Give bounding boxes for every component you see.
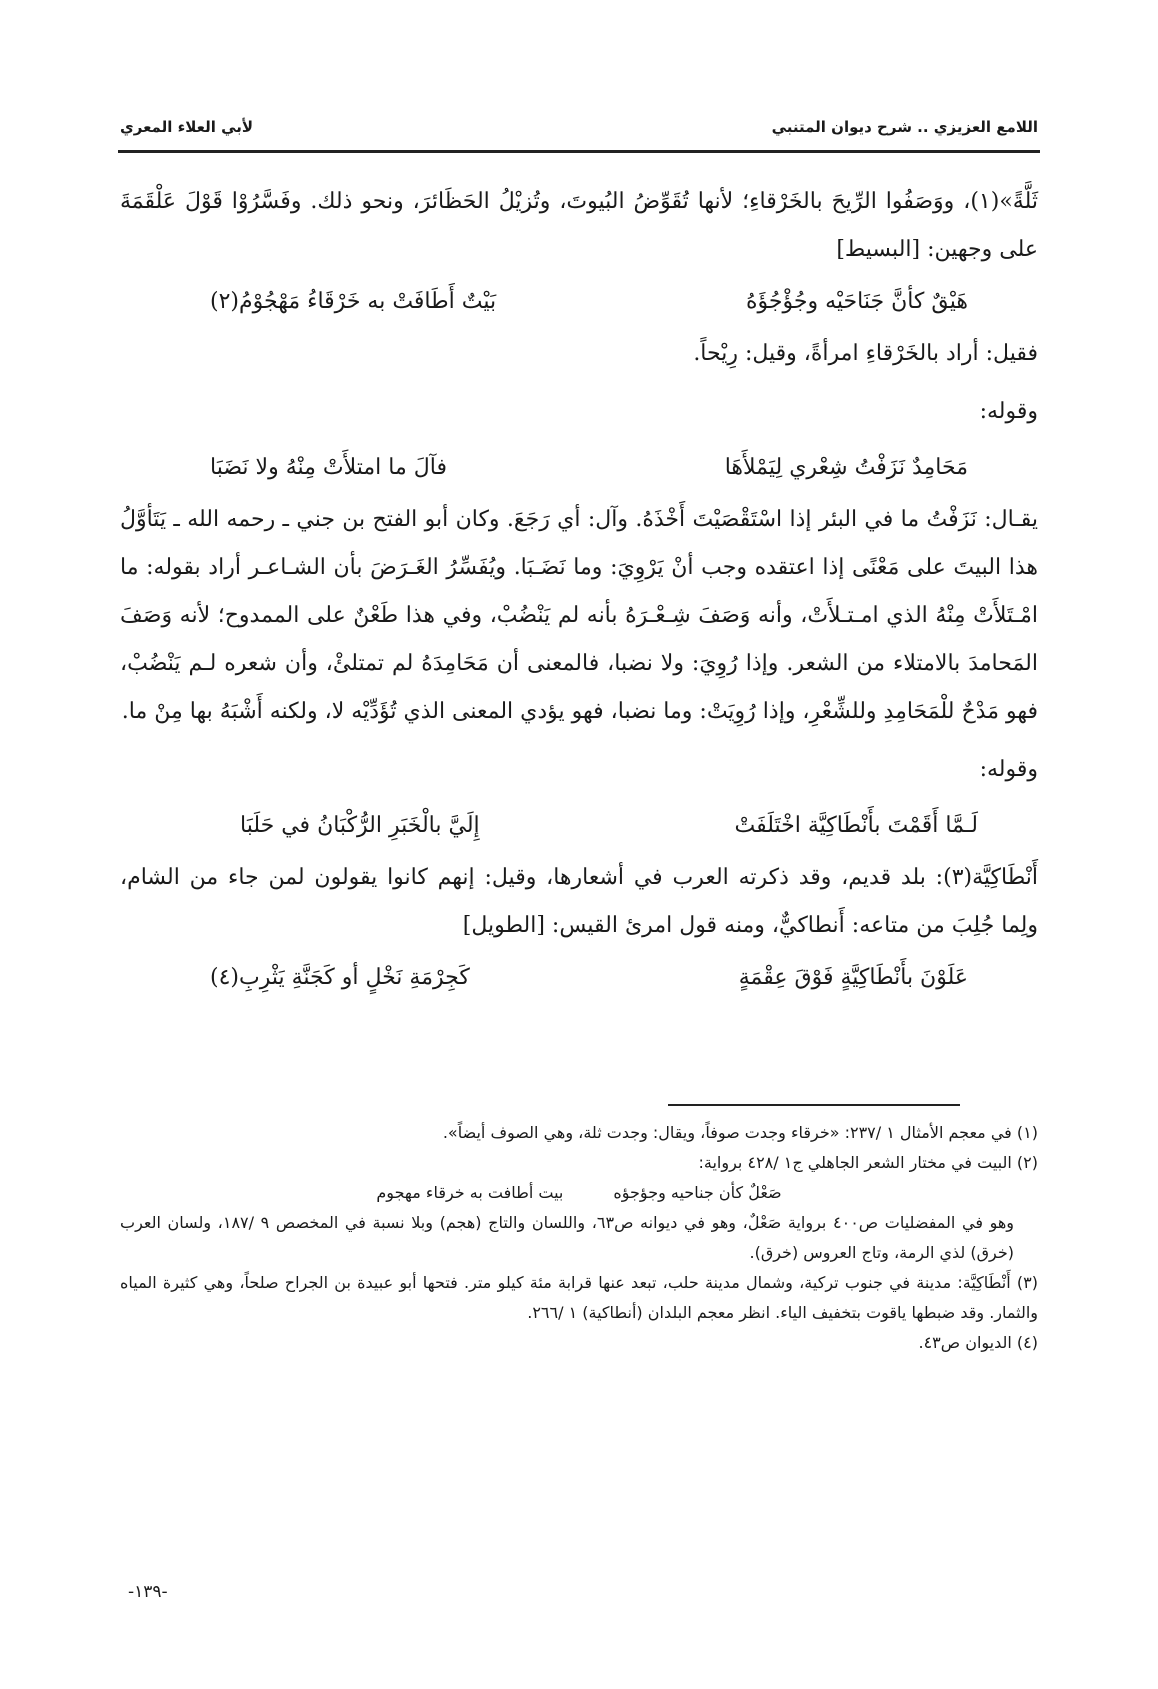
verse-line-1	[120, 274, 1038, 330]
main-text	[120, 178, 1038, 1006]
paragraph-2: فقيل: أراد بالخَرْقاءِ امرأةً، وقيل: رِيْحاً.	[693, 341, 1038, 366]
running-header	[120, 112, 1038, 142]
verse-line-3	[120, 798, 1038, 854]
footnote-2-verse	[120, 1178, 1038, 1208]
footnote-3: (٣) أَنْطَاكِيَّة: مدينة في جنوب تركية، وشمال مدينة حلب، تبعد عنها قرابة مئة كيلو متر. فتحها أبو عبيدة بن الجراح صلحاً، وهي كثيرة المياه والثمار. وقد ضبطها ياقوت بتخفيف الياء. انظر معجم البلدان (أنطاكية) ١ /٢٦٦.	[120, 1273, 1038, 1322]
verse-1-second-hemistich: بَيْتٌ أَطَافَتْ به خَرْقَاءُ مَهْجُوْمُ(٢)	[210, 289, 497, 314]
header-author: لأبي العلاء المعري	[120, 118, 254, 136]
footnote-4: (٤) الديوان ص٤٣.	[918, 1333, 1038, 1352]
verse-line-2	[120, 440, 1038, 496]
verse-2-second-hemistich: فآلَ ما امتلأَتْ مِنْهُ ولا نَضَبَا	[210, 455, 447, 480]
header-divider	[118, 150, 1040, 153]
header-book-title: اللامع العزيزي .. شرح ديوان المتنبي	[771, 118, 1038, 136]
paragraph-1: ثَلَّةً»(١)، ووَصَفُوا الرِّيحَ بالخَرْقاءِ؛ لأنها تُقَوِّضُ البُيوتَ، وتُزيْلُ الحَظَائرَ، ونحو ذلك. وفَسَّرُوْا قَوْلَ عَلْقَمَةَ على وجهين: [البسيط]	[120, 189, 1038, 262]
footnotes	[120, 1118, 1038, 1358]
footnote-1: (١) في معجم الأمثال ١ /٢٣٧: «خرقاء وجدت صوفاً، ويقال: وجدت ثلة، وهي الصوف أيضاً».	[442, 1123, 1038, 1142]
footnote-2: (٢) البيت في مختار الشعر الجاهلي ج١ /٤٢٨ برواية:	[698, 1153, 1038, 1172]
verse-3-first-hemistich: لَـمَّا أَقَمْتَ بأَنْطَاكِيَّة اخْتَلَفَتْ	[734, 813, 978, 838]
verse-1-first-hemistich: هَيْقٌ كأنَّ جَنَاحَيْه وجُؤْجُؤَهُ	[746, 289, 968, 314]
footnote-2-verse-second: بيت أطافت به خرقاء مهجوم	[376, 1183, 564, 1202]
verse-3-second-hemistich: إِلَيَّ بالْخَبَرِ الرُّكْبَانُ في حَلَبَا	[240, 813, 480, 838]
verse-line-4	[120, 950, 1038, 1006]
paragraph-4: أَنْطَاكِيَّة(٣): بلد قديم، وقد ذكرته العرب في أشعارها، وقيل: إنهم كانوا يقولون لمن جاء من الشام، ولِما جُلِبَ من متاعه: أَنطاكيٌّ، ومنه قول امرئ القيس: [الطويل]	[120, 865, 1038, 938]
page-number: -١٣٩-	[128, 1582, 168, 1602]
quote-label-1: وقوله:	[979, 399, 1038, 424]
footnote-divider	[668, 1104, 960, 1106]
paragraph-3: يقـال: نَزَفْتُ ما في البئر إذا اسْتَقْصَيْتَ أَخْذَهُ. وآل: أي رَجَعَ. وكان أبو الفتح بن جني ـ رحمه الله ـ يَتَأوَّلُ هذا البيتَ على مَعْنًى إذا اعتقده وجب أنْ يَرْوِيَ: وما نَضَـبَا. ويُفَسِّرُ الغَـرَضَ بأن الشـاعـر أراد بقوله: ما امْـتَلأَتْ مِنْهُ الذي امـتـلأَتْ، وأنه وَصَفَ شِـعْـرَهُ بأنه لم يَنْضُبْ، وفي هذا طَعْنٌ على الممدوح؛ لأنه وَصَفَ المَحامدَ بالامتلاء من الشعر. وإذا رُوِيَ: ولا نضبا، فالمعنى أن مَحَامِدَهُ لم تمتلئْ، وأن شعره لـم يَنْضُبْ، فهو مَدْحٌ للْمَحَامِدِ وللشِّعْرِ، وإذا رُوِيَتْ: وما نضبا، فهو يؤدي المعنى الذي تُؤَدِّيْه لا، ولكنه أَشْبَهُ بها مِنْ ما.	[120, 507, 1038, 724]
verse-4-first-hemistich: عَلَوْنَ بأَنْطَاكِيَّةٍ فَوْقَ عِقْمَةٍ	[738, 965, 968, 990]
quote-label-2: وقوله:	[979, 757, 1038, 782]
footnote-2-continuation: وهو في المفضليات ص٤٠٠ برواية صَعْلٌ، وهو في ديوانه ص٦٣، واللسان والتاج (هجم) وبلا نسبة في المخصص ٩ /١٨٧، ولسان العرب (خرق) لذي الرمة، وتاج العروس (خرق).	[120, 1213, 1015, 1262]
verse-4-second-hemistich: كَجِرْمَةِ نَخْلٍ أو كَجَنَّةِ يَثْرِبِ(٤)	[210, 965, 470, 990]
verse-2-first-hemistich: مَحَامِدٌ نَزَفْتُ شِعْري لِيَمْلأَهَا	[724, 455, 968, 480]
footnote-2-verse-first: صَعْلٌ كأن جناحيه وجؤجؤه	[613, 1183, 782, 1202]
